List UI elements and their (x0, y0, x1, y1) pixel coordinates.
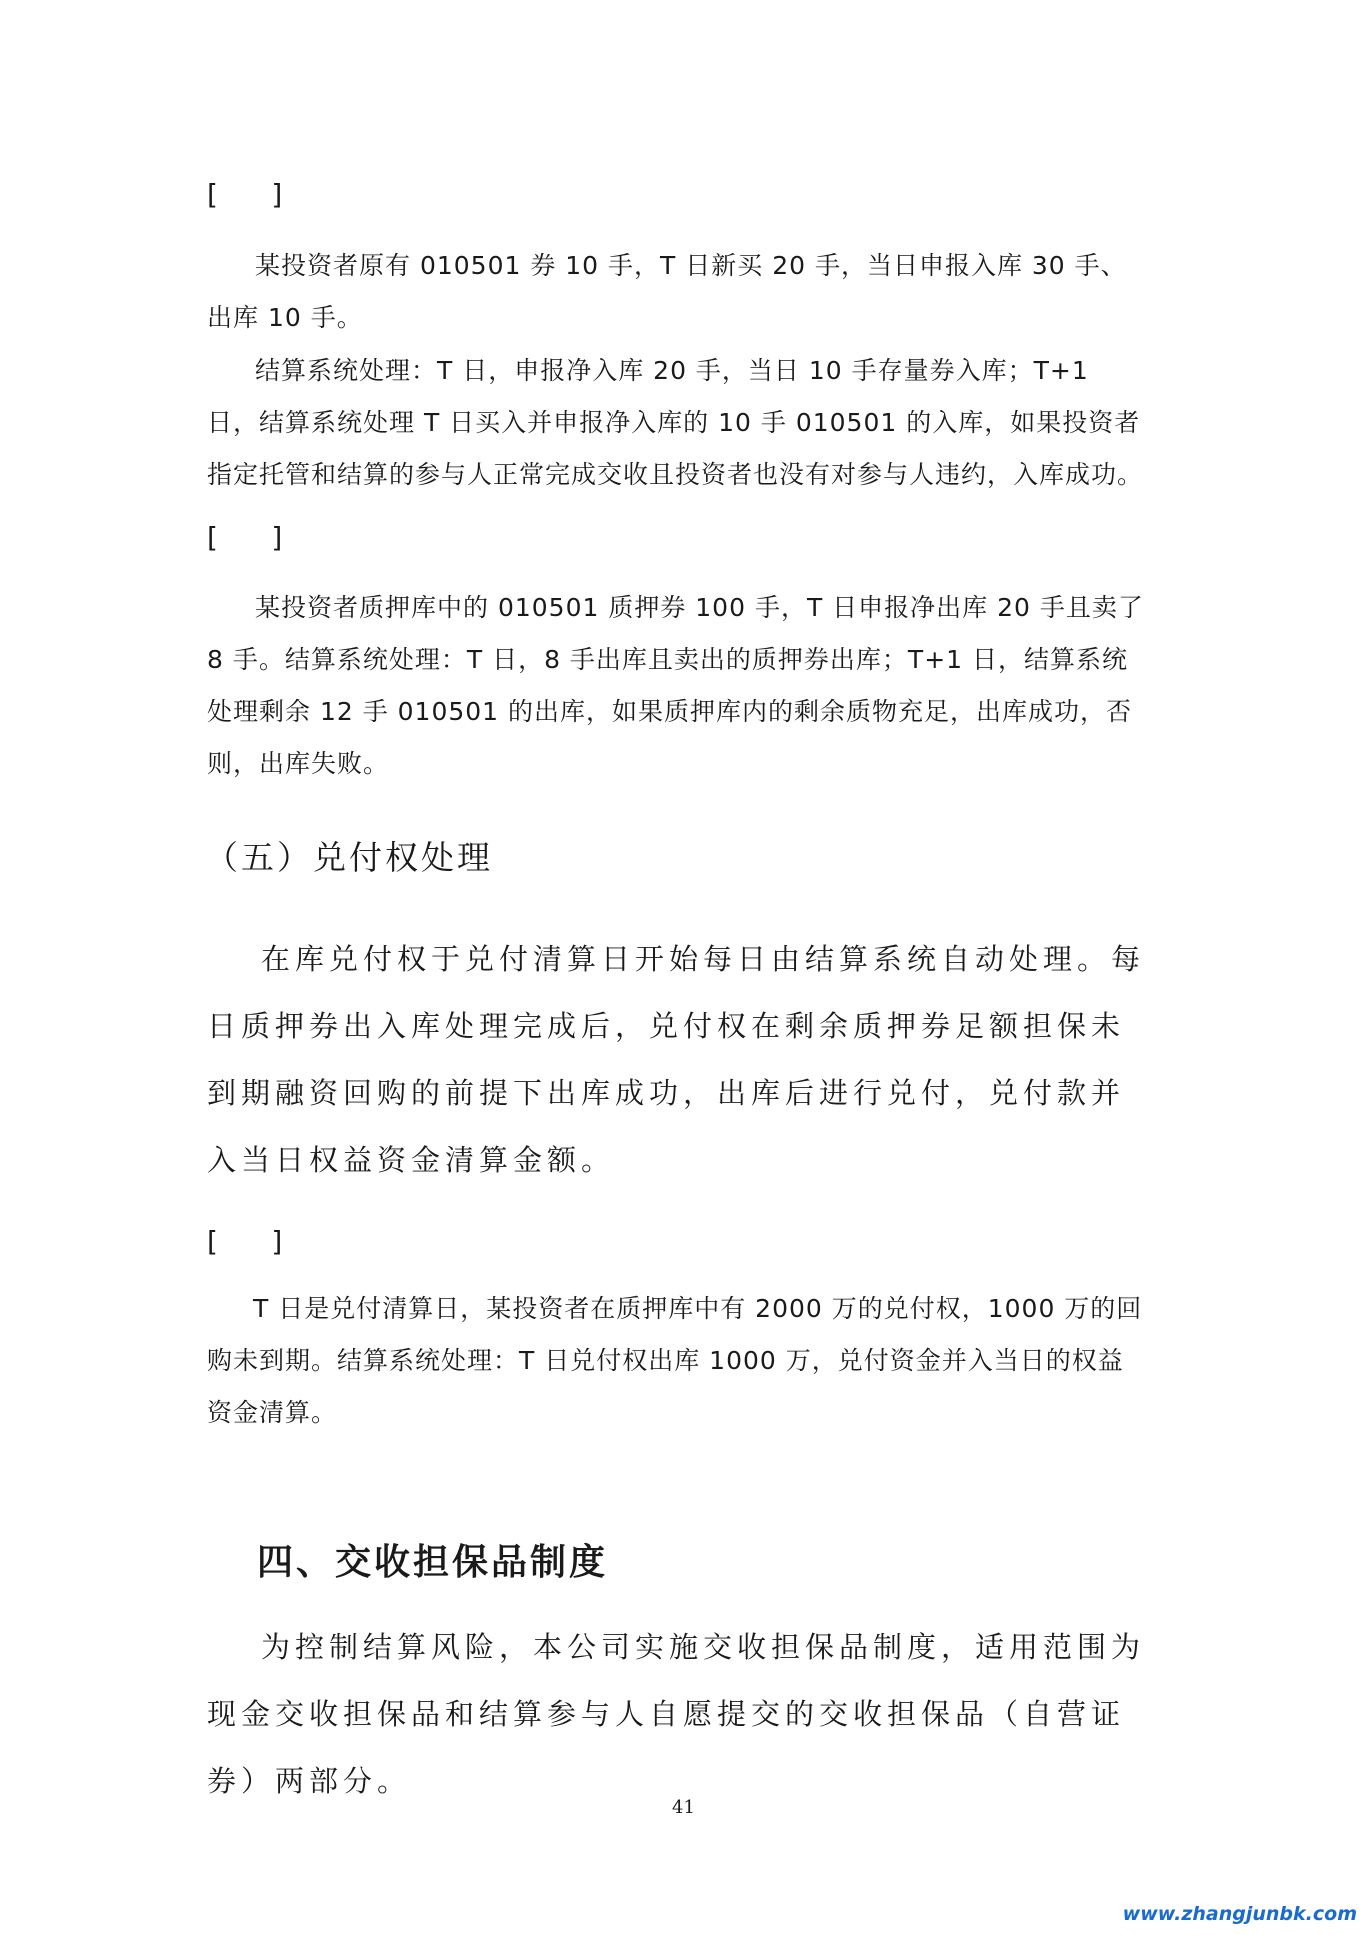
example2-paragraph: 某投资者质押库中的 010501 质押券 100 手，T 日申报净出库 20 手且卖了 8 手。结算系统处理：T 日，8 手出库且卖出的质押券出库；T+1 日，结算系统处理剩余 12 手 010501 的出库，如果质押库内的剩余质物充足，出库成功，否则，出库失败。 (207, 593, 1144, 778)
page-number: 41 (672, 1797, 695, 1818)
bracket-placeholder-3: [ ] (207, 1225, 283, 1258)
section5-body-paragraph: 在库兑付权于兑付清算日开始每日由结算系统自动处理。每日质押券出入库处理完成后，兑付权在剩余质押券足额担保未到期融资回购的前提下出库成功，出库后进行兑付，兑付款并入当日权益资金清算金额。 (207, 942, 1146, 1177)
section4-heading: 四、交收担保品制度 (257, 1542, 609, 1583)
example1-case-paragraph: 某投资者原有 010501 券 10 手，T 日新买 20 手，当日申报入库 30 手、出库 10 手。 (207, 251, 1127, 332)
bracket-placeholder-2: [ ] (207, 521, 283, 554)
bracket-placeholder-1: [ ] (207, 178, 283, 211)
section4-body-paragraph: 为控制结算风险，本公司实施交收担保品制度，适用范围为现金交收担保品和结算参与人自愿提交的交收担保品（自营证券）两部分。 (207, 1630, 1146, 1798)
example3-paragraph: T 日是兑付清算日，某投资者在质押库中有 2000 万的兑付权，1000 万的回购未到期。结算系统处理：T 日兑付权出库 1000 万，兑付资金并入当日的权益资金清算。 (207, 1294, 1143, 1427)
section5-heading: （五）兑付权处理 (205, 838, 493, 877)
example1-handling-paragraph: 结算系统处理：T 日，申报净入库 20 手，当日 10 手存量券入库；T+1 日，结算系统处理 T 日买入并申报净入库的 10 手 010501 的入库，如果投资者指定托管和结算的参与人正常完成交收且投资者也没有对参与人违约，入库成功。 (207, 356, 1144, 489)
site-watermark: www.zhangjunbk.com (1122, 1903, 1357, 1925)
